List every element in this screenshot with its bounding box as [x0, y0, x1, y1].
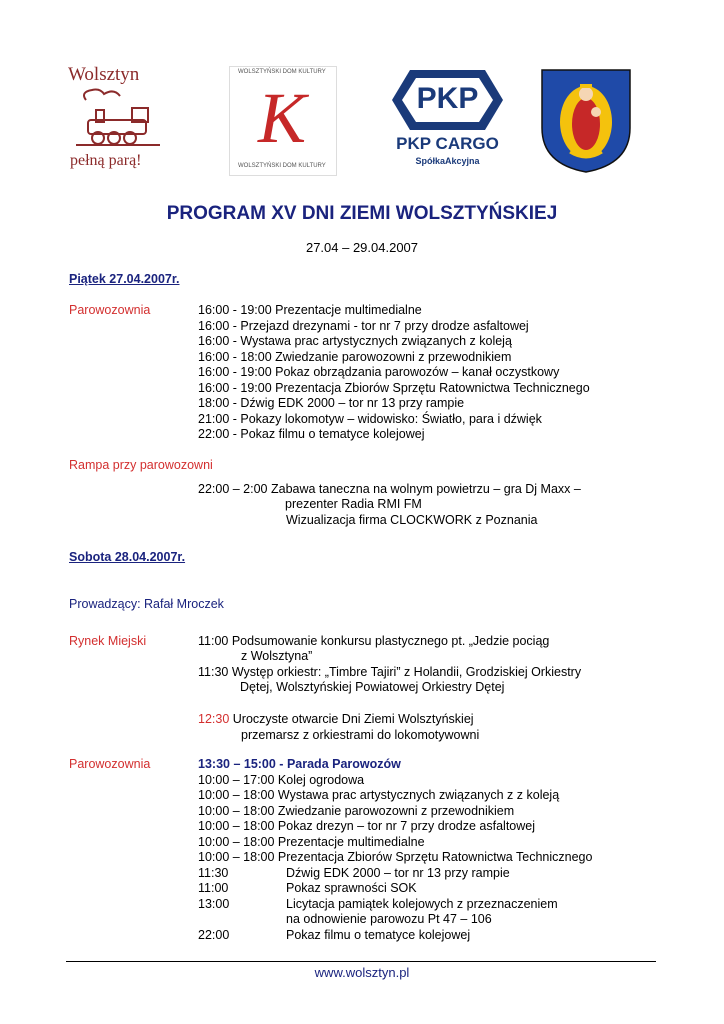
schedule-line: przemarsz z orkiestrami do lokomotywowni — [241, 728, 480, 742]
wolsztyn-logo — [64, 64, 174, 176]
timed-row — [198, 866, 618, 882]
wolsztyn-logo-title: Wolsztyn — [68, 64, 140, 85]
dom-kultury-bottom-text: WOLSZTYŃSKI DOM KULTURY — [238, 163, 326, 169]
schedule-line: 11:30 Występ orkiestr: „Timbre Tajiri” z Holandii, Grodziskiej Orkiestry — [198, 665, 582, 679]
schedule-line: 16:00 - 19:00 Prezentacje multimedialne — [198, 303, 422, 317]
dom-kultury-monogram: K — [258, 78, 307, 158]
schedule-line: 18:00 - Dźwig EDK 2000 – tor nr 13 przy rampie — [198, 396, 465, 410]
dom-kultury-top-text: WOLSZTYŃSKI DOM KULTURY — [238, 69, 326, 75]
opening-text: Uroczyste otwarcie Dni Ziemi Wolsztyńskiej — [229, 712, 474, 726]
parade-highlight: 13:30 – 15:00 - Parada Parowozów — [198, 757, 401, 771]
schedule-line: 10:00 – 18:00 Prezentacje multimedialne — [198, 835, 425, 849]
schedule-line: 10:00 – 18:00 Zwiedzanie parowozowni z przewodnikiem — [198, 804, 515, 818]
pkp-emblem-text: PKP — [416, 82, 479, 115]
pkp-cargo-text: PKP CARGO — [396, 134, 499, 153]
schedule-line: 10:00 – 18:00 Pokaz drezyn – tor nr 7 przy drodze asfaltowej — [198, 819, 535, 833]
pkp-spolka-text: SpółkaAkcyjna — [415, 156, 480, 166]
schedule-line: 16:00 - 18:00 Zwiedzanie parowozowni z przewodnikiem — [198, 350, 512, 364]
coat-of-arms-icon — [540, 68, 632, 174]
timed-row — [198, 881, 618, 897]
friday-venue-rampa: Rampa przy parowozowni — [69, 458, 213, 472]
timed-row — [198, 897, 618, 913]
timed-row-time: 11:00 — [198, 881, 229, 895]
schedule-line: 22:00 – 2:00 Zabawa taneczna na wolnym powietrzu – gra Dj Maxx – — [198, 482, 581, 496]
timed-row-text: Dźwig EDK 2000 – tor nr 13 przy rampie — [286, 866, 510, 880]
schedule-line: 16:00 - Wystawa prac artystycznych związanych z koleją — [198, 334, 512, 348]
dom-kultury-logo — [229, 66, 337, 176]
schedule-line: 10:00 – 18:00 Wystawa prac artystycznych związanych z z koleją — [198, 788, 560, 802]
schedule-line: Wizualizacja firma CLOCKWORK z Poznania — [286, 513, 538, 527]
page-title: PROGRAM XV DNI ZIEMI WOLSZTYŃSKIEJ — [166, 203, 558, 224]
footer-website-link[interactable]: www.wolsztyn.pl — [314, 965, 410, 980]
friday-venue-parowozownia: Parowozownia — [69, 303, 151, 317]
saturday-heading: Sobota 28.04.2007r. — [69, 550, 186, 564]
timed-row-text: na odnowienie parowozu Pt 47 – 106 — [286, 912, 492, 926]
schedule-line: prezenter Radia RMI FM — [285, 497, 422, 511]
saturday-host: Prowadzący: Rafał Mroczek — [69, 597, 224, 611]
timed-row-text: Pokaz filmu o tematyce kolejowej — [286, 928, 471, 942]
timed-row-text: Licytacja pamiątek kolejowych z przeznaczeniem — [286, 897, 558, 911]
schedule-line: 21:00 - Pokazy lokomotyw – widowisko: Światło, para i dźwięk — [198, 412, 542, 426]
schedule-line: 16:00 - 19:00 Pokaz obrządzania parowozów – kanał oczystkowy — [198, 365, 560, 379]
wolsztyn-logo-slogan: pełną parą! — [70, 152, 142, 169]
schedule-line: 10:00 – 17:00 Kolej ogrodowa — [198, 773, 365, 787]
saturday-venue-rynek: Rynek Miejski — [69, 634, 147, 648]
timed-row-time: 22:00 — [198, 928, 230, 942]
footer-divider — [66, 961, 656, 962]
schedule-line: 16:00 - Przejazd drezynami - tor nr 7 przy drodze asfaltowej — [198, 319, 529, 333]
schedule-line: 11:00 Podsumowanie konkursu plastycznego pt. „Jedzie pociąg — [198, 634, 550, 648]
timed-row-text: Pokaz sprawności SOK — [286, 881, 417, 895]
saturday-venue-parowozownia: Parowozownia — [69, 757, 151, 771]
schedule-line: z Wolsztyna” — [241, 649, 313, 663]
opening-line — [198, 712, 474, 728]
schedule-line: 22:00 - Pokaz filmu o tematyce kolejowej — [198, 427, 425, 441]
schedule-line: 16:00 - 19:00 Prezentacja Zbiorów Sprzętu Ratownictwa Technicznego — [198, 381, 590, 395]
timed-row — [198, 928, 618, 944]
opening-time: 12:30 — [198, 712, 230, 726]
timed-row-time: 11:30 — [198, 866, 229, 880]
pkp-cargo-logo — [390, 68, 505, 174]
timed-row-time: 13:00 — [198, 897, 230, 911]
event-dates: 27.04 – 29.04.2007 — [305, 240, 419, 255]
locomotive-icon — [66, 88, 166, 148]
schedule-line: Dętej, Wolsztyńskiej Powiatowej Orkiestry Dętej — [240, 680, 505, 694]
schedule-line: 10:00 – 18:00 Prezentacja Zbiorów Sprzętu Ratownictwa Technicznego — [198, 850, 593, 864]
friday-heading: Piątek 27.04.2007r. — [69, 272, 180, 286]
